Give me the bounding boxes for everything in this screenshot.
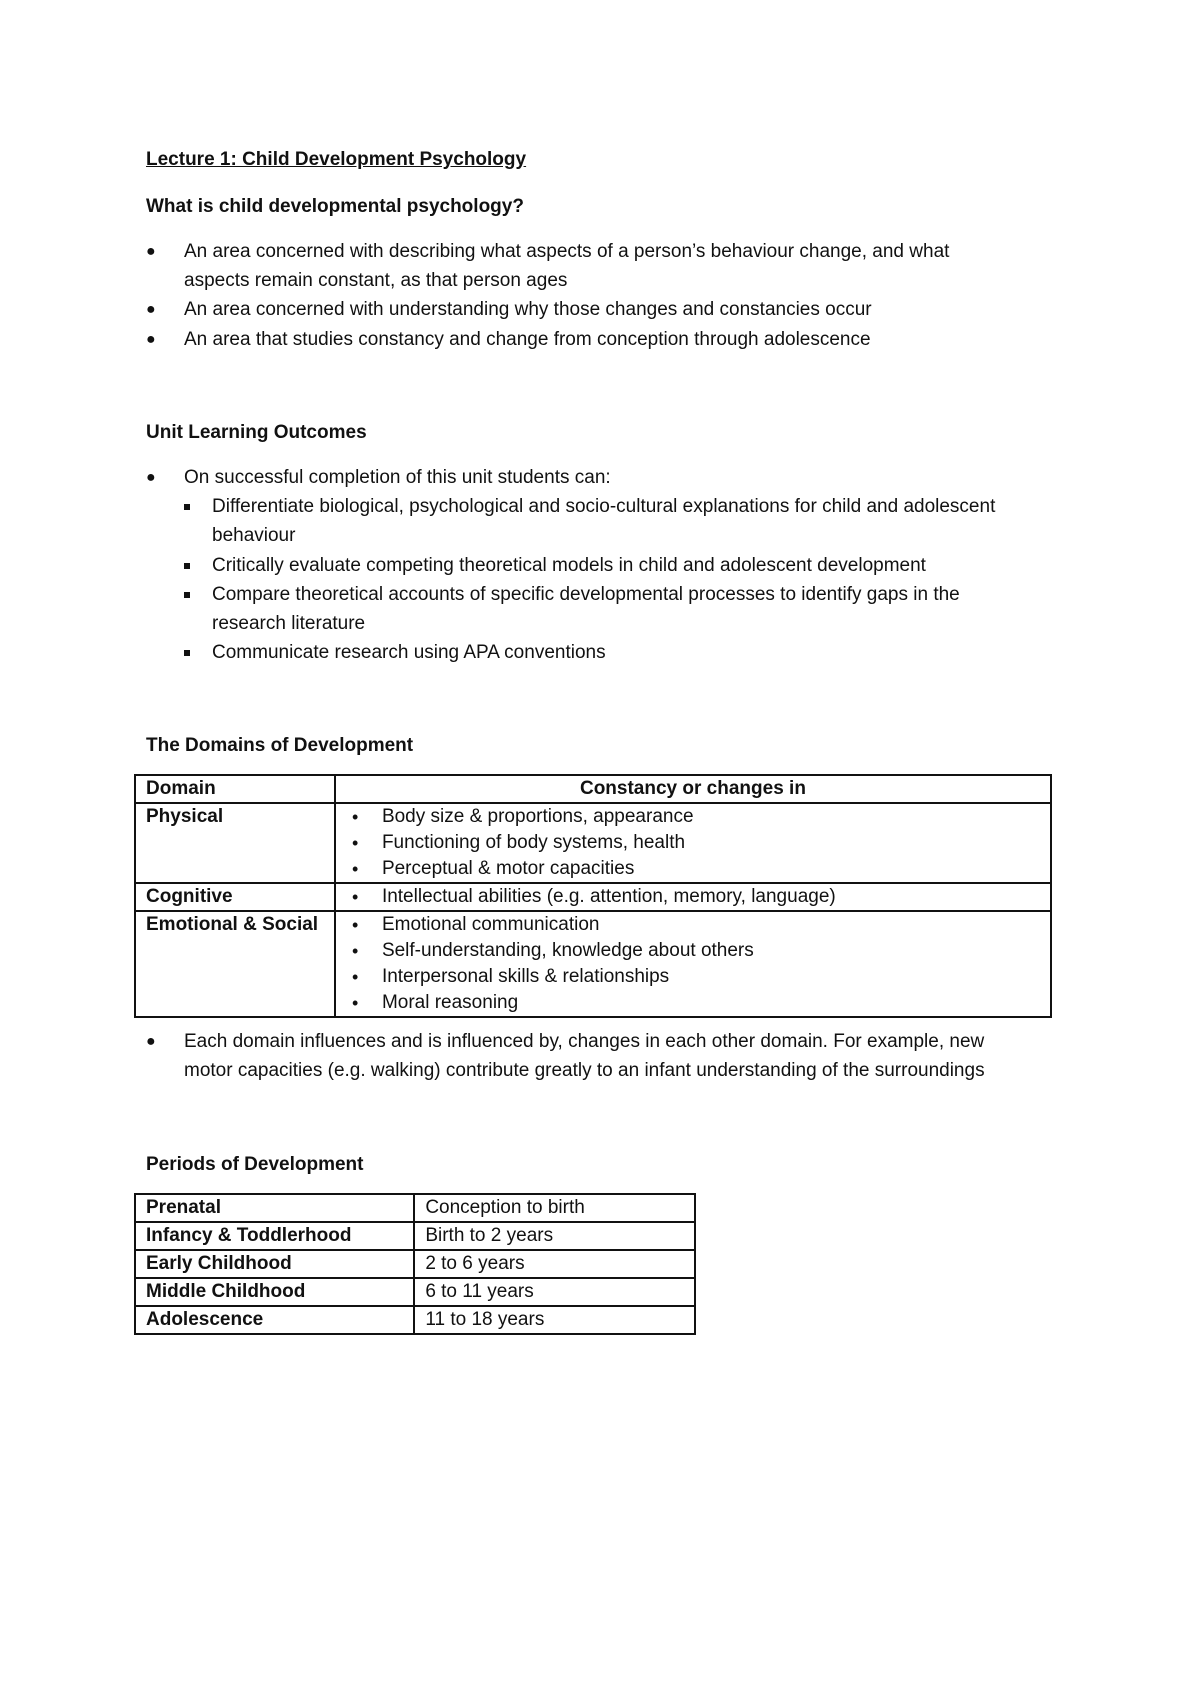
list-item: • Body size & proportions, appearance	[346, 804, 1040, 830]
changes-cell	[335, 911, 1051, 1017]
table-row	[135, 803, 1051, 883]
table-row	[135, 1222, 695, 1250]
table-header-cell: Domain	[135, 775, 335, 803]
page-title: Lecture 1: Child Development Psychology	[146, 149, 527, 170]
bullet-icon: ●	[146, 469, 156, 486]
list-item: An area that studies constancy and change from conception through adolescence	[184, 329, 871, 350]
changes-cell	[335, 803, 1051, 883]
table-row	[135, 1250, 695, 1278]
table-header-cell: Constancy or changes in	[335, 775, 1051, 803]
range-cell: 6 to 11 years	[414, 1278, 695, 1306]
section-heading-domains: The Domains of Development	[146, 735, 414, 756]
list-item: • Perceptual & motor capacities	[346, 856, 1040, 882]
bullet-icon: ●	[146, 331, 156, 348]
range-cell: 2 to 6 years	[414, 1250, 695, 1278]
table-row	[135, 883, 1051, 911]
bullet-icon: ●	[146, 1033, 156, 1050]
square-bullet-icon	[184, 504, 190, 510]
range-cell: Conception to birth	[414, 1194, 695, 1222]
list-item: An area concerned with understanding why those changes and constancies occur	[184, 299, 872, 320]
list-item: • Self-understanding, knowledge about others	[346, 938, 1040, 964]
square-bullet-icon	[184, 563, 190, 569]
table-row	[135, 1278, 695, 1306]
table-row	[135, 911, 1051, 1017]
list-item: • Moral reasoning	[346, 990, 1040, 1016]
list-item: • Functioning of body systems, health	[346, 830, 1040, 856]
period-cell: Adolescence	[135, 1306, 414, 1334]
list-item: • Intellectual abilities (e.g. attention, memory, language)	[346, 884, 1040, 910]
list-item-continuation: motor capacities (e.g. walking) contribute greatly to an infant understanding of the surroundings	[184, 1060, 985, 1081]
sub-list-item: Critically evaluate competing theoretical models in child and adolescent development	[212, 555, 926, 576]
sub-list-item: Communicate research using APA conventions	[212, 642, 606, 663]
changes-cell	[335, 883, 1051, 911]
section-heading-what-is: What is child developmental psychology?	[146, 196, 524, 217]
bullet-icon: ●	[146, 301, 156, 318]
table-header-row	[135, 775, 1051, 803]
sub-list-item: Compare theoretical accounts of specific developmental processes to identify gaps in the	[212, 584, 960, 605]
list-item-continuation: aspects remain constant, as that person ages	[184, 270, 568, 291]
range-cell: 11 to 18 years	[414, 1306, 695, 1334]
sub-list-item: Differentiate biological, psychological and socio-cultural explanations for child and adolescent	[212, 496, 996, 517]
range-cell: Birth to 2 years	[414, 1222, 695, 1250]
bullet-icon: ●	[146, 243, 156, 260]
list-item: • Interpersonal skills & relationships	[346, 964, 1040, 990]
list-item: On successful completion of this unit students can:	[184, 467, 611, 488]
domain-cell: Cognitive	[135, 883, 335, 911]
square-bullet-icon	[184, 650, 190, 656]
sub-list-item-continuation: research literature	[212, 613, 366, 634]
domains-table	[134, 774, 1052, 1018]
domain-cell: Emotional & Social	[135, 911, 335, 1017]
period-cell: Infancy & Toddlerhood	[135, 1222, 414, 1250]
section-heading-outcomes: Unit Learning Outcomes	[146, 422, 367, 443]
period-cell: Prenatal	[135, 1194, 414, 1222]
list-item: • Emotional communication	[346, 912, 1040, 938]
domain-cell: Physical	[135, 803, 335, 883]
table-row	[135, 1194, 695, 1222]
periods-table	[134, 1193, 696, 1335]
section-heading-periods: Periods of Development	[146, 1154, 364, 1175]
period-cell: Middle Childhood	[135, 1278, 414, 1306]
list-item: Each domain influences and is influenced by, changes in each other domain. For example, new	[184, 1031, 985, 1052]
table-row	[135, 1306, 695, 1334]
square-bullet-icon	[184, 592, 190, 598]
period-cell: Early Childhood	[135, 1250, 414, 1278]
list-item: An area concerned with describing what aspects of a person’s behaviour change, and what	[184, 241, 950, 262]
sub-list-item-continuation: behaviour	[212, 525, 296, 546]
